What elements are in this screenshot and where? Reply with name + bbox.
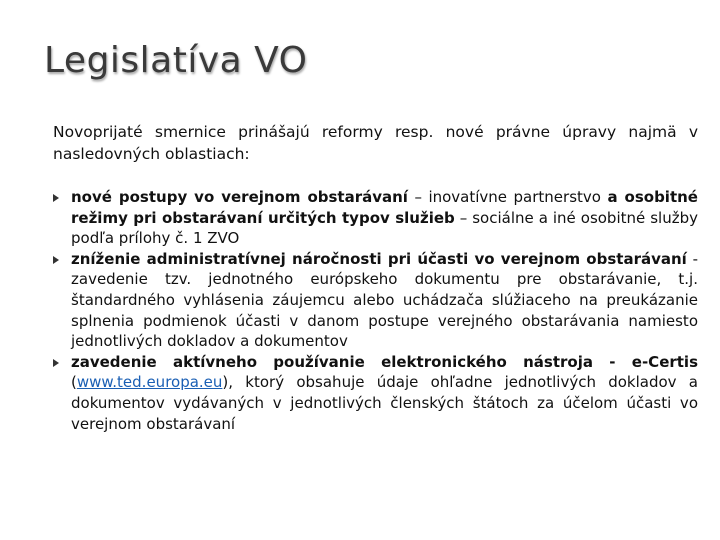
- bullet-text-2: ), ktorý obsahuje údaje ohľadne jednotlivých dokladov a dokumentov vydávaných v jednotlivých členských štátoch za účelom účasti vo verejnom obstarávaní: [71, 373, 698, 433]
- bullet-bold-text: nové postupy vo verejnom obstarávaní: [71, 188, 408, 206]
- bullet-list: [53, 187, 698, 434]
- bullet-arrow-icon: [53, 256, 59, 264]
- bullet-item-admin-reduction: [53, 249, 698, 352]
- bullet-bold-text-2: a osobitné režimy pri obstarávaní určitých typov služieb: [71, 188, 698, 227]
- bullet-text-2: – sociálne a iné osobitné služby podľa prílohy č. 1 ZVO: [71, 208, 698, 248]
- ted-europa-link[interactable]: www.ted.europa.eu: [76, 373, 223, 392]
- bullet-text: – inovatívne partnerstvo: [407, 188, 608, 206]
- bullet-text: - zavedenie tzv. jednotného európskeho dokumentu pre obstarávanie, t.j. štandardného vyhlásenia záujemcu alebo uchádzača slúžiaceho na preukázanie splnenia podmienok účasti v danom postupe verejného obstarávania namiesto jednotlivých dokladov a dokumentov: [71, 249, 698, 351]
- slide-title: Legislatíva VO: [44, 40, 308, 81]
- bullet-item-new-procedures: [53, 187, 698, 249]
- bullet-arrow-icon: [53, 194, 59, 202]
- bullet-text: (: [71, 373, 77, 392]
- bullet-bold-text: zavedenie aktívneho používanie elektronického nástroja - e-Certis: [71, 352, 698, 371]
- bullet-arrow-icon: [53, 359, 59, 367]
- bullet-bold-text: zníženie administratívnej náročnosti pri účasti vo verejnom obstarávaní: [71, 249, 687, 268]
- bullet-item-e-certis: [53, 352, 698, 434]
- intro-paragraph: Novoprijaté smernice prinášajú reformy resp. nové právne úpravy najmä v nasledovných oblastiach:: [53, 123, 698, 163]
